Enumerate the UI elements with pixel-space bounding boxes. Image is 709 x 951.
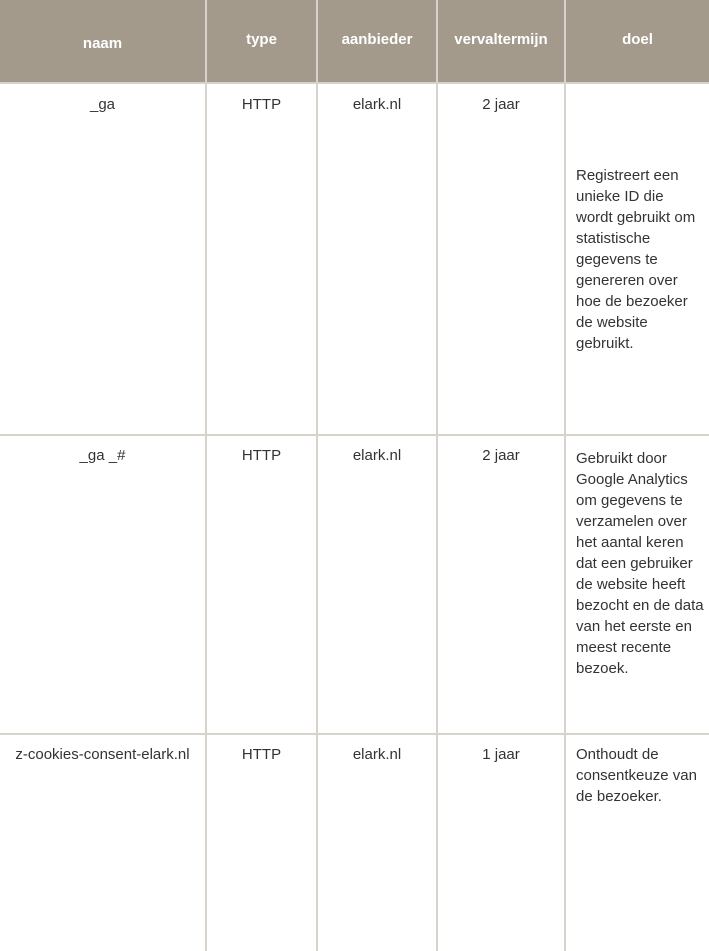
cookie-purpose: Onthoudt de consentkeuze van de bezoeker.	[576, 746, 697, 805]
column-divider	[436, 0, 438, 951]
row-divider	[0, 434, 709, 436]
column-divider	[564, 0, 566, 951]
cookie-type: HTTP	[241, 447, 282, 464]
cookie-name: _ga _#	[79, 447, 126, 464]
cookie-type: HTTP	[241, 96, 282, 113]
cookie-provider: elark.nl	[352, 746, 402, 763]
cookie-purpose: Registreert een unieke ID die wordt gebruikt om statistische gegevens te genereren over hoe de bezoeker de website gebruikt.	[576, 167, 696, 352]
cookie-provider: elark.nl	[352, 447, 402, 464]
column-header-naam: naam	[82, 35, 123, 52]
column-header-doel: doel	[622, 31, 653, 48]
table-header	[0, 0, 709, 84]
row-divider	[0, 733, 709, 735]
cookie-name: z-cookies-consent-elark.nl	[15, 746, 190, 763]
cookie-expiry: 2 jaar	[482, 96, 520, 113]
column-divider	[205, 0, 207, 951]
column-header-type: type	[246, 31, 277, 48]
cookie-name: _ga	[89, 96, 116, 113]
cookie-type: HTTP	[241, 746, 282, 763]
cookie-expiry: 2 jaar	[482, 447, 520, 464]
cookie-purpose: Gebruikt door Google Analytics om gegevens te verzamelen over het aantal keren dat een gebruiker de website heeft bezocht en de data van het eerste en meest recente bezoek.	[576, 450, 704, 677]
column-header-vervaltermijn: vervaltermijn	[454, 31, 548, 48]
cookie-provider: elark.nl	[352, 96, 402, 113]
cookie-expiry: 1 jaar	[482, 746, 520, 763]
column-divider	[316, 0, 318, 951]
column-header-aanbieder: aanbieder	[341, 31, 413, 48]
